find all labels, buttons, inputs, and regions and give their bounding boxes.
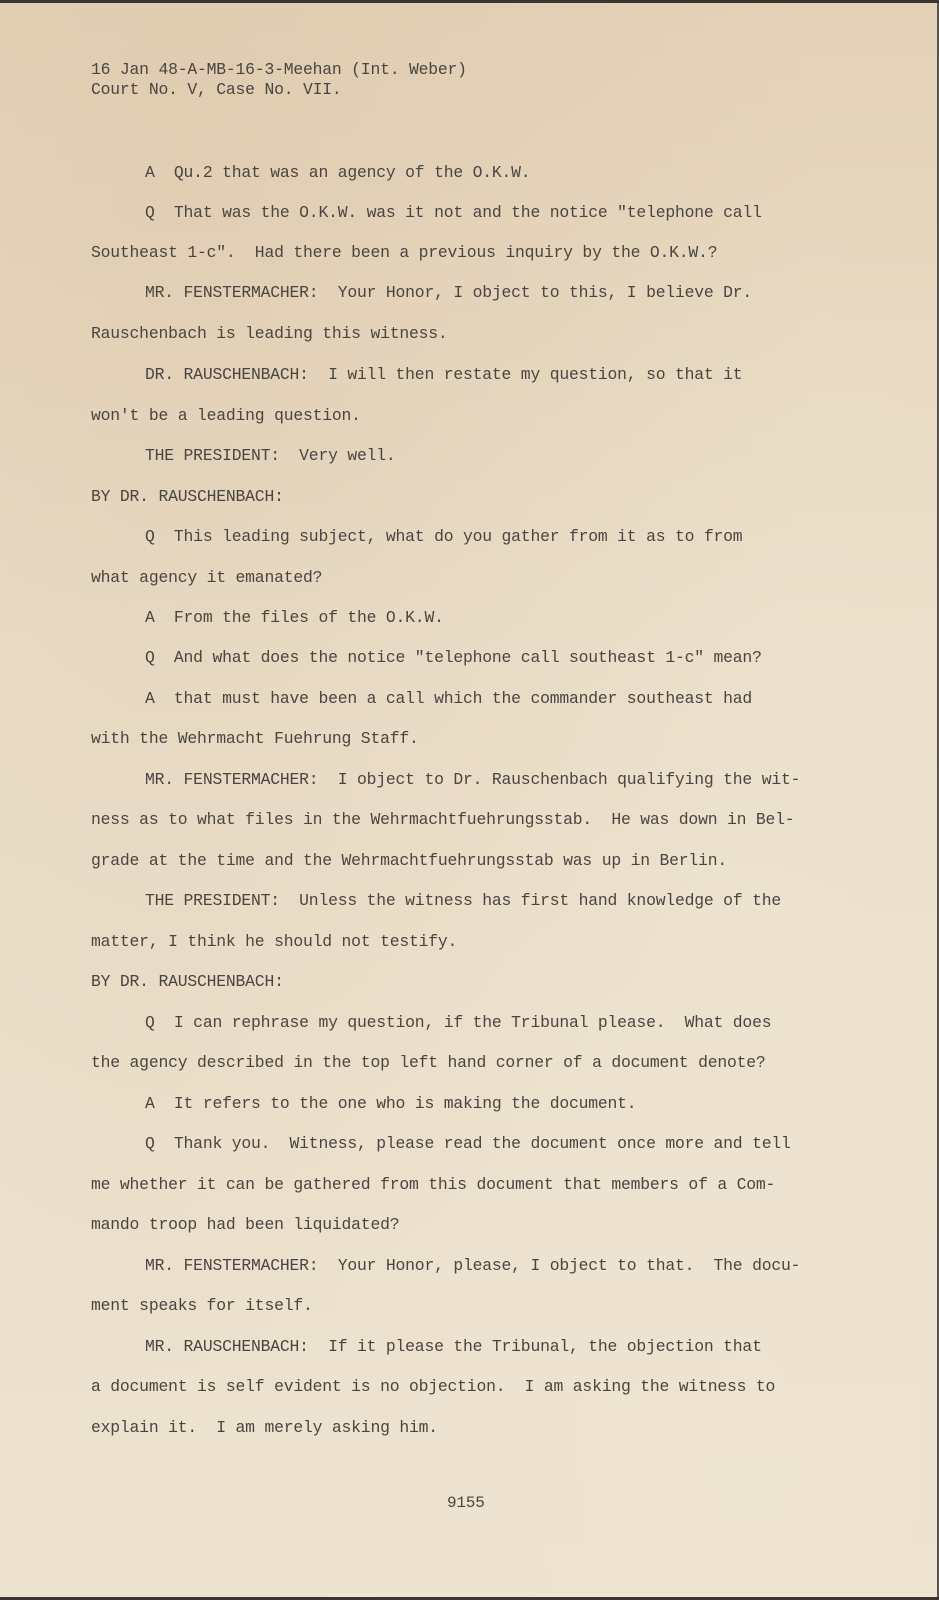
transcript-line: BY DR. RAUSCHENBACH: <box>91 487 284 506</box>
transcript-line: what agency it emanated? <box>91 568 323 587</box>
transcript-line: Q Thank you. Witness, please read the document once more and tell <box>145 1134 791 1153</box>
transcript-line: MR. FENSTERMACHER: Your Honor, I object to this, I believe Dr. <box>145 283 753 302</box>
transcript-line: DR. RAUSCHENBACH: I will then restate my question, so that it <box>145 365 743 384</box>
transcript-line: grade at the time and the Wehrmachtfuehrungsstab was up in Berlin. <box>91 851 727 870</box>
transcript-line: a document is self evident is no objection. I am asking the witness to <box>91 1377 776 1396</box>
page-number: 9155 <box>447 1494 485 1512</box>
transcript-line: mando troop had been liquidated? <box>91 1215 400 1234</box>
transcript-line: THE PRESIDENT: Very well. <box>145 446 396 465</box>
transcript-line: A Qu.2 that was an agency of the O.K.W. <box>145 163 531 182</box>
transcript-line: BY DR. RAUSCHENBACH: <box>91 972 284 991</box>
transcript-line: Q That was the O.K.W. was it not and the notice "telephone call <box>145 203 762 222</box>
transcript-line: MR. RAUSCHENBACH: If it please the Tribunal, the objection that <box>145 1337 762 1356</box>
transcript-line: THE PRESIDENT: Unless the witness has first hand knowledge of the <box>145 891 781 910</box>
transcript-line: Southeast 1-c". Had there been a previous inquiry by the O.K.W.? <box>91 243 718 262</box>
transcript-line: matter, I think he should not testify. <box>91 932 458 951</box>
header-line-2: Court No. V, Case No. VII. <box>91 80 342 99</box>
transcript-line: with the Wehrmacht Fuehrung Staff. <box>91 729 419 748</box>
transcript-line: won't be a leading question. <box>91 406 361 425</box>
transcript-body <box>0 3 801 1512</box>
transcript-line: MR. FENSTERMACHER: I object to Dr. Rauschenbach qualifying the wit- <box>145 770 801 789</box>
transcript-line: Q And what does the notice "telephone call southeast 1-c" mean? <box>145 648 762 667</box>
transcript-line: Rauschenbach is leading this witness. <box>91 324 448 343</box>
transcript-page <box>0 3 939 1597</box>
transcript-line: A It refers to the one who is making the document. <box>145 1094 637 1113</box>
transcript-line: ness as to what files in the Wehrmachtfuehrungsstab. He was down in Bel- <box>91 810 795 829</box>
header-line-1: 16 Jan 48-A-MB-16-3-Meehan (Int. Weber) <box>91 60 467 79</box>
transcript-line: explain it. I am merely asking him. <box>91 1418 438 1437</box>
transcript-line: ment speaks for itself. <box>91 1296 313 1315</box>
transcript-line: me whether it can be gathered from this document that members of a Com- <box>91 1175 776 1194</box>
transcript-line: A From the files of the O.K.W. <box>145 608 444 627</box>
transcript-line: A that must have been a call which the commander southeast had <box>145 689 753 708</box>
transcript-line: Q I can rephrase my question, if the Tribunal please. What does <box>145 1013 772 1032</box>
transcript-line: MR. FENSTERMACHER: Your Honor, please, I object to that. The docu- <box>145 1256 801 1275</box>
transcript-line: the agency described in the top left hand corner of a document denote? <box>91 1053 766 1072</box>
transcript-line: Q This leading subject, what do you gather from it as to from <box>145 527 743 546</box>
